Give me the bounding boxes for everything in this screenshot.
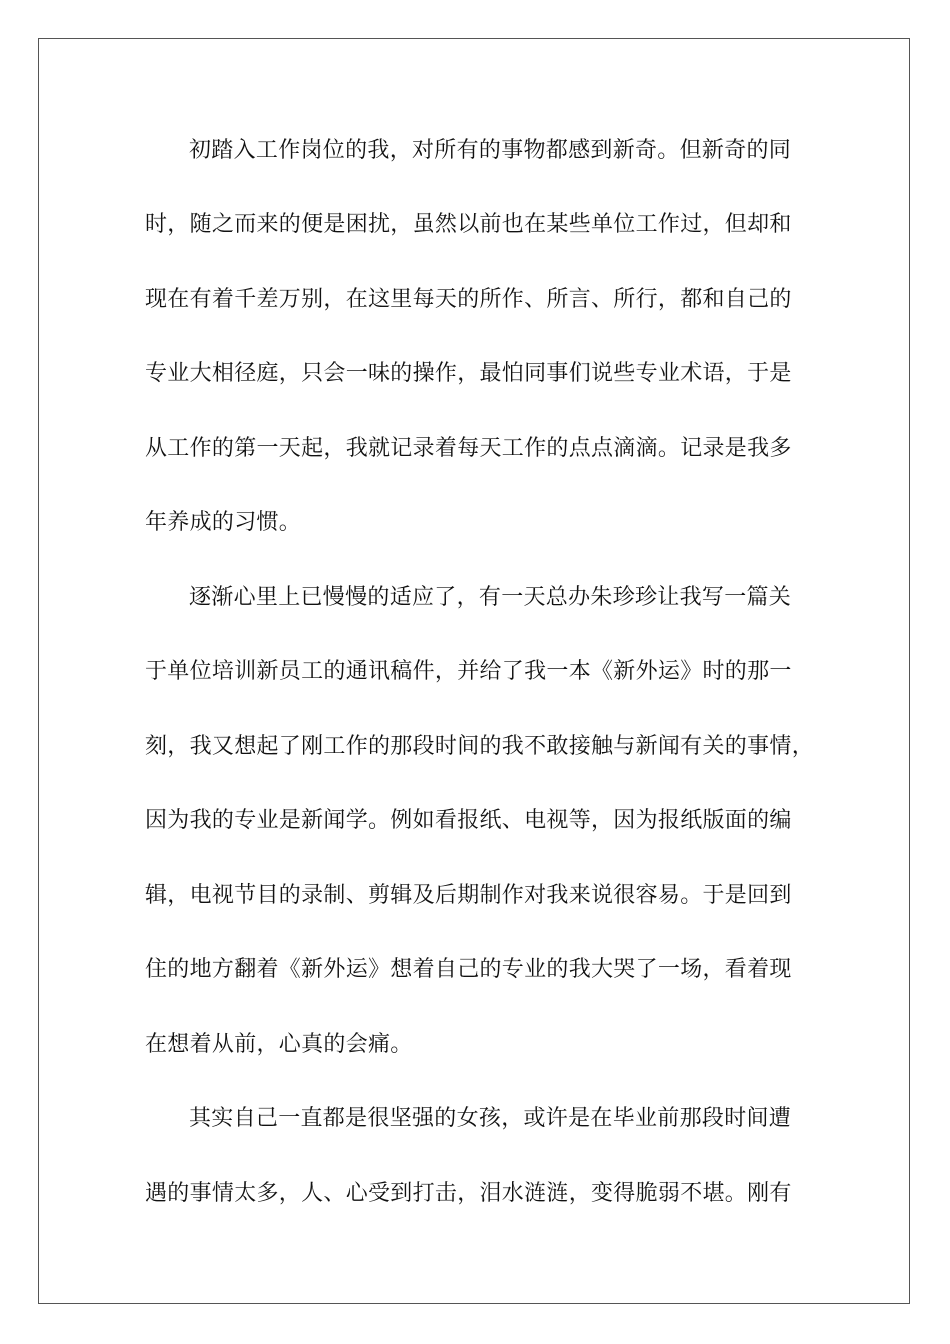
text-line: 初踏入工作岗位的我，对所有的事物都感到新奇。但新奇的同 <box>189 138 792 163</box>
text-line: 于单位培训新员工的通讯稿件，并给了我一本《新外运》时的那一 <box>145 659 792 684</box>
text-line: 时，随之而来的便是困扰，虽然以前也在某些单位工作过，但却和 <box>145 212 792 237</box>
text-line: 因为我的专业是新闻学。例如看报纸、电视等，因为报纸版面的编 <box>145 808 792 833</box>
text-line: 在想着从前，心真的会痛。 <box>145 1032 413 1057</box>
text-line: 年养成的习惯。 <box>145 510 302 535</box>
text-line: 专业大相径庭，只会一味的操作，最怕同事们说些专业术语，于是 <box>145 361 792 386</box>
text-line: 刻，我又想起了刚工作的那段时间的我不敢接触与新闻有关的事情， <box>145 734 815 759</box>
text-line: 遇的事情太多，人、心受到打击，泪水涟涟，变得脆弱不堪。刚有 <box>145 1181 792 1206</box>
text-line: 现在有着千差万别，在这里每天的所作、所言、所行，都和自己的 <box>145 287 792 312</box>
text-line: 辑，电视节目的录制、剪辑及后期制作对我来说很容易。于是回到 <box>145 883 792 908</box>
text-line: 住的地方翻着《新外运》想着自己的专业的我大哭了一场，看着现 <box>145 957 792 982</box>
text-line: 其实自己一直都是很坚强的女孩，或许是在毕业前那段时间遭 <box>189 1106 792 1131</box>
text-line: 从工作的第一天起，我就记录着每天工作的点点滴滴。记录是我多 <box>145 436 792 461</box>
text-line: 逐渐心里上已慢慢的适应了，有一天总办朱珍珍让我写一篇关 <box>189 585 792 610</box>
